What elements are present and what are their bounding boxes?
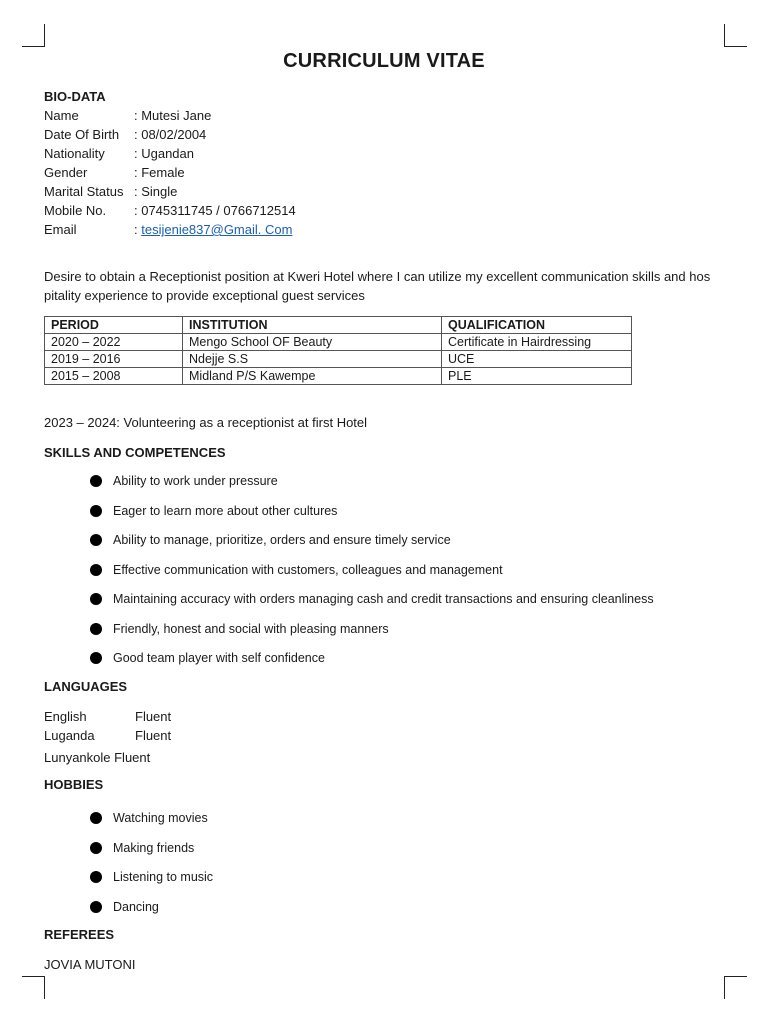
career-objective: Desire to obtain a Receptionist position at Kweri Hotel where I can utilize my excellent communication skills and hos pitality experience to provide exceptional guest services	[44, 269, 711, 303]
skill-text: Good team player with self confidence	[113, 651, 325, 665]
qualification-cell: PLE	[442, 368, 632, 385]
bio-data-table	[44, 106, 296, 239]
hobby-text: Watching movies	[113, 811, 208, 825]
bio-value	[134, 220, 296, 239]
bio-value: : Ugandan	[134, 146, 194, 161]
list-item	[90, 504, 654, 534]
hobby-text: Making friends	[113, 840, 195, 855]
bullet-icon	[90, 871, 102, 883]
table-row	[45, 351, 632, 368]
bullet-icon	[90, 623, 102, 635]
institution-cell: Midland P/S Kawempe	[183, 368, 442, 385]
skill-text: Ability to work under pressure	[113, 474, 278, 488]
language-line-lunyankole: Lunyankole Fluent	[44, 750, 151, 765]
bio-value: : Mutesi Jane	[134, 108, 212, 123]
referees-heading: REFEREES	[44, 927, 115, 942]
bio-label: Nationality	[44, 146, 105, 161]
skills-heading: SKILLS AND COMPETENCES	[44, 445, 226, 460]
hobby-text: Listening to music	[113, 870, 214, 884]
list-item	[90, 870, 213, 900]
bullet-icon	[90, 593, 102, 605]
bio-value: : 08/02/2004	[134, 127, 207, 142]
list-item	[90, 900, 213, 930]
referee-name: JOVIA MUTONI	[44, 957, 136, 972]
period-cell: 2020 – 2022	[45, 334, 183, 351]
bullet-icon	[90, 652, 102, 664]
bio-label: Marital Status	[44, 184, 124, 199]
bullet-icon	[90, 505, 102, 517]
hobbies-list	[90, 811, 213, 929]
list-item	[90, 474, 654, 504]
bio-row-dob	[44, 125, 296, 144]
table-row	[45, 334, 632, 351]
bio-label: Name	[44, 108, 79, 123]
qualification-cell: Certificate in Hairdressing	[442, 334, 632, 351]
list-item	[90, 563, 654, 593]
list-item	[90, 811, 213, 841]
bio-label: Date Of Birth	[44, 127, 120, 142]
skill-text: Eager to learn more about other cultures	[113, 503, 338, 518]
language-name: Luganda	[44, 728, 95, 743]
skill-text: Maintaining accuracy with orders managing cash and credit transactions and ensuring cleanliness	[113, 592, 654, 606]
table-row	[45, 368, 632, 385]
bullet-icon	[90, 812, 102, 824]
skill-text: Friendly, honest and social with pleasing manners	[113, 621, 389, 636]
bio-label: Mobile No.	[44, 203, 107, 218]
work-experience: 2023 – 2024: Volunteering as a receptionist at first Hotel	[44, 415, 368, 430]
bio-value: : 0745311745 / 0766712514	[134, 203, 296, 218]
crop-mark-top-right	[724, 24, 747, 47]
bio-row-nationality	[44, 144, 296, 163]
education-table	[44, 316, 632, 385]
list-item	[90, 592, 654, 622]
document-title: CURRICULUM VITAE	[283, 50, 485, 72]
language-row	[44, 707, 171, 726]
languages-table	[44, 707, 171, 745]
hobbies-heading: HOBBIES	[44, 777, 104, 792]
list-item	[90, 533, 654, 563]
column-header-qualification: QUALIFICATION	[442, 317, 632, 334]
period-cell: 2019 – 2016	[45, 351, 183, 368]
institution-cell: Ndejje S.S	[183, 351, 442, 368]
bio-label: Email	[44, 222, 77, 237]
language-level: Fluent	[135, 728, 172, 743]
qualification-cell: UCE	[442, 351, 632, 368]
language-name: English	[44, 709, 87, 724]
bio-value: : Single	[134, 184, 178, 199]
skill-text: Ability to manage, prioritize, orders and ensure timely service	[113, 533, 451, 547]
list-item	[90, 841, 213, 871]
column-header-period: PERIOD	[45, 317, 183, 334]
institution-cell: Mengo School OF Beauty	[183, 334, 442, 351]
education-header-row	[45, 317, 632, 334]
hobby-text: Dancing	[113, 899, 159, 914]
bio-data-heading: BIO-DATA	[44, 89, 106, 104]
period-cell: 2015 – 2008	[45, 368, 183, 385]
bio-row-marital-status	[44, 182, 296, 201]
bullet-icon	[90, 842, 102, 854]
column-header-institution: INSTITUTION	[183, 317, 442, 334]
bio-row-name	[44, 106, 296, 125]
email-colon: :	[134, 222, 142, 237]
languages-heading: LANGUAGES	[44, 679, 128, 694]
bullet-icon	[90, 564, 102, 576]
list-item	[90, 651, 654, 681]
email-link[interactable]: tesijenie837@Gmail. Com	[141, 222, 293, 237]
bullet-icon	[90, 475, 102, 487]
bio-row-email	[44, 220, 296, 239]
bullet-icon	[90, 901, 102, 913]
skills-list	[90, 474, 654, 681]
bio-label: Gender	[44, 165, 88, 180]
crop-mark-top-left	[22, 24, 45, 47]
bio-row-mobile	[44, 201, 296, 220]
bio-value: : Female	[134, 165, 185, 180]
bio-row-gender	[44, 163, 296, 182]
language-row	[44, 726, 171, 745]
language-level: Fluent	[135, 709, 172, 724]
crop-mark-bottom-left	[22, 976, 45, 999]
crop-mark-bottom-right	[724, 976, 747, 999]
bullet-icon	[90, 534, 102, 546]
list-item	[90, 622, 654, 652]
skill-text: Effective communication with customers, colleagues and management	[113, 562, 503, 577]
